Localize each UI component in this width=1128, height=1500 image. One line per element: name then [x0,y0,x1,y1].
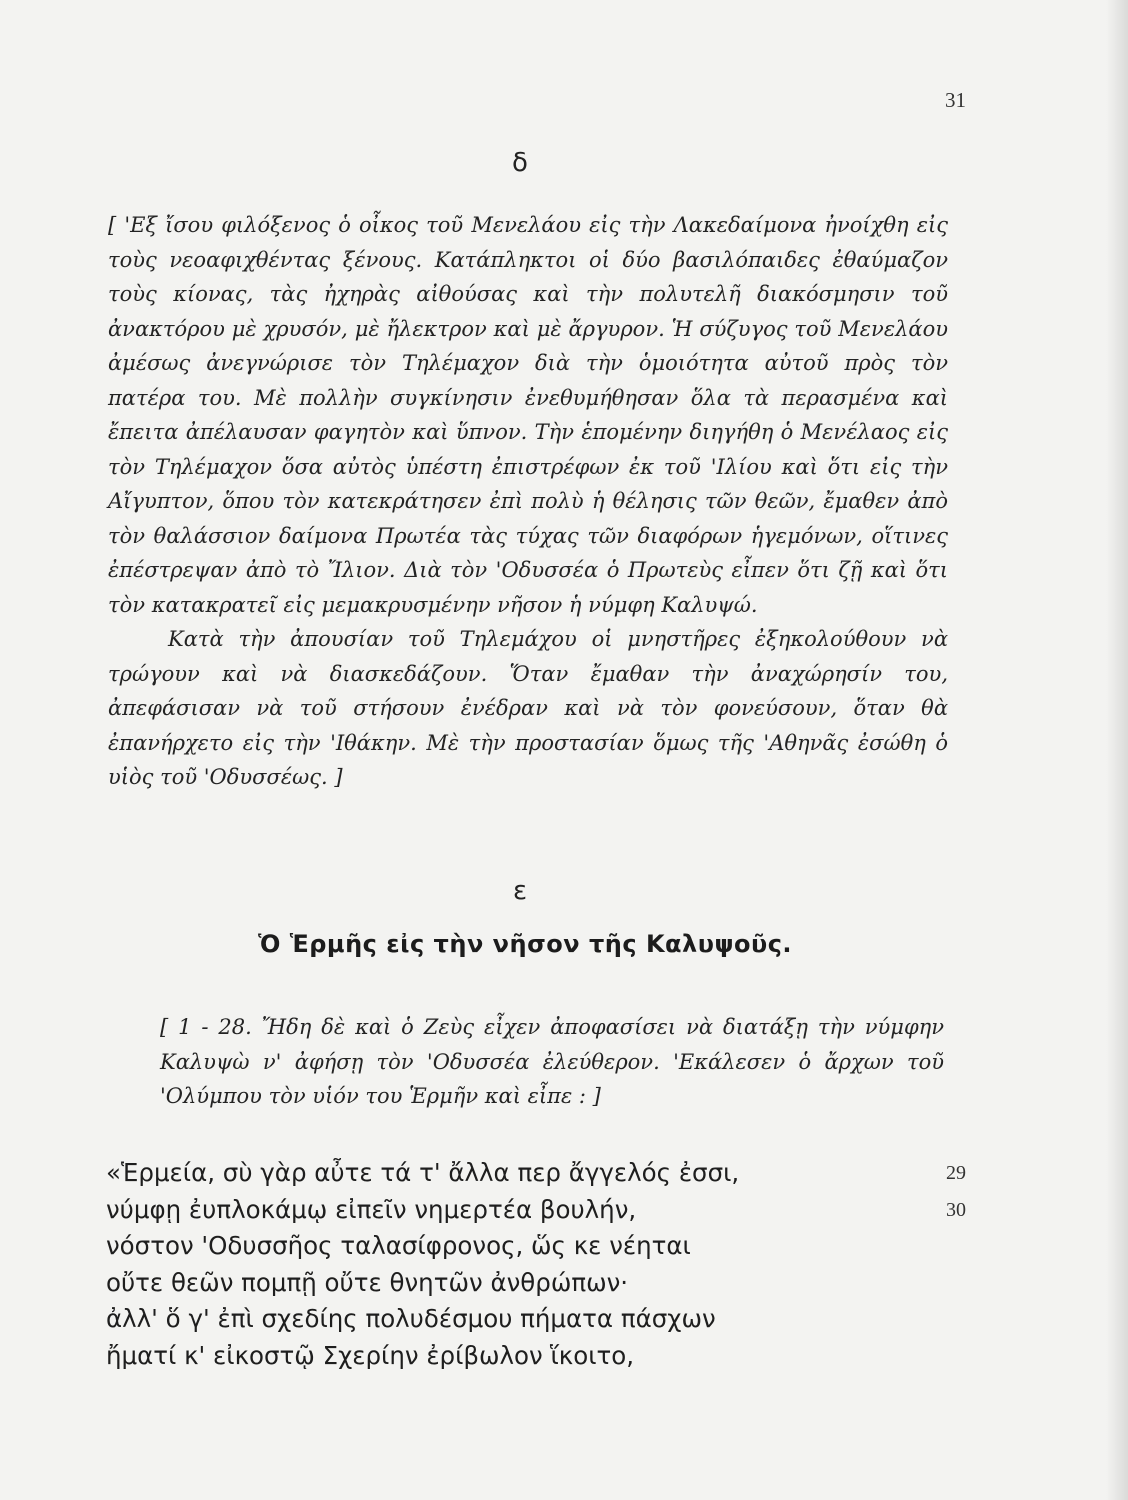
verse-number: 29 [946,1162,966,1184]
verse-text: νύμφῃ ἐυπλοκάμῳ εἰπεῖν νημερτέα βουλήν, [106,1194,637,1224]
verse-line [106,1301,966,1338]
chapter-title: Ὁ Ἑρμῆς εἰς τὴν νῆσον τῆς Καλυψοῦς. [257,930,793,958]
verse-block [106,1155,966,1374]
verse-text: νόστον 'Οδυσσῆος ταλασίφρονος, ὥς κε νέηται [106,1231,691,1260]
section-heading-delta: δ [512,148,528,178]
verse-line [106,1338,966,1375]
delta-summary-paragraph-1: [ 'Εξ ἴσου φιλόξενος ὁ οἶκος τοῦ Μενελάου εἰς τὴν Λακεδαίμονα ἠνοίχθη εἰς τοὺς νεοαφιχθέντας ξένους. Κατάπληκτοι οἱ δύο βασιλόπαιδες ἐθαύμαζον τοὺς κίονας, τὰς ἠχηρὰς αἰθούσας καὶ τὴν πολυτελῆ διακόσμησιν τοῦ ἀνακτόρου μὲ χρυσόν, μὲ ἤλεκτρον καὶ μὲ ἄργυρον. Ἡ σύζυγος τοῦ Μενελάου ἀμέσως ἀνεγνώρισε τὸν Τηλέμαχον διὰ τὴν ὁμοιότητα αὐτοῦ πρὸς τὸν πατέρα του. Μὲ πολλὴν συγκίνησιν ἐνεθυμήθησαν ὅλα τὰ περασμένα καὶ ἔπειτα ἀπέλαυσαν φαγητὸν καὶ ὕπνον. Τὴν ἑπομένην διηγήθη ὁ Μενέλαος εἰς τὸν Τηλέμαχον ὅσα αὐτὸς ὑπέστη ἐπιστρέφων ἐκ τοῦ 'Ιλίου καὶ ὅτι εἰς τὴν Αἴγυπτον, ὅπου τὸν κατεκράτησεν ἐπὶ πολὺ ἡ θέλησις τῶν θεῶν, ἔμαθεν ἀπὸ τὸν θαλάσσιον δαίμονα Πρωτέα τὰς τύχας τῶν διαφόρων ἡγεμόνων, οἵτινες ἐπέστρεψαν ἀπὸ τὸ Ἴλιον. Διὰ τὸν 'Οδυσσέα ὁ Πρωτεὺς εἶπεν ὅτι ζῇ καὶ ὅτι τὸν κατακρατεῖ εἰς μεμακρυσμένην νῆσον ἡ νύμφη Καλυψώ. [108,213,948,617]
verse-text: «Ἑρμεία, σὺ γὰρ αὖτε τά τ' ἄλλα περ ἄγγελός ἐσσι, [106,1158,740,1187]
delta-summary [108,208,948,795]
page-number: 31 [945,88,966,112]
verse-text: οὔτε θεῶν πομπῇ οὔτε θνητῶν ἀνθρώπων· [106,1267,629,1297]
verse-text: ἤματί κ' εἰκοστῷ Σχερίην ἐρίβωλον ἵκοιτο, [106,1340,635,1370]
page-edge-shadow [1106,0,1128,1500]
epsilon-summary [160,1010,944,1114]
verse-text: ἀλλ' ὅ γ' ἐπὶ σχεδίης πολυδέσμου πήματα πάσχων [106,1304,716,1333]
verse-line [106,1155,966,1192]
verse-line [106,1228,966,1265]
verse-line [106,1265,966,1302]
epsilon-summary-paragraph: [ 1 - 28. Ἤδη δὲ καὶ ὁ Ζεὺς εἶχεν ἀποφασίσει νὰ διατάξῃ τὴν νύμφην Καλυψὼ ν' ἀφήσῃ τὸν 'Οδυσσέα ἐλεύθερον. 'Εκάλεσεν ὁ ἄρχων τοῦ 'Ολύμπου τὸν υἱόν του Ἑρμῆν καὶ εἶπε : ] [160,1015,944,1108]
verse-number: 30 [946,1198,966,1221]
delta-summary-paragraph-2: Κατὰ τὴν ἀπουσίαν τοῦ Τηλεμάχου οἱ μνηστῆρες ἐξηκολούθουν νὰ τρώγουν καὶ νὰ διασκεδάζουν. Ὅταν ἔμαθαν τὴν ἀναχώρησίν του, ἀπεφάσισαν νὰ τοῦ στήσουν ἐνέδραν καὶ νὰ τὸν φονεύσουν, ὅταν θὰ ἐπανήρχετο εἰς τὴν 'Ιθάκην. Μὲ τὴν προστασίαν ὅμως τῆς 'Αθηνᾶς ἐσώθη ὁ υἱὸς τοῦ 'Οδυσσέως. ] [108,627,948,789]
verse-line [106,1192,966,1229]
section-heading-epsilon: ε [512,876,528,906]
